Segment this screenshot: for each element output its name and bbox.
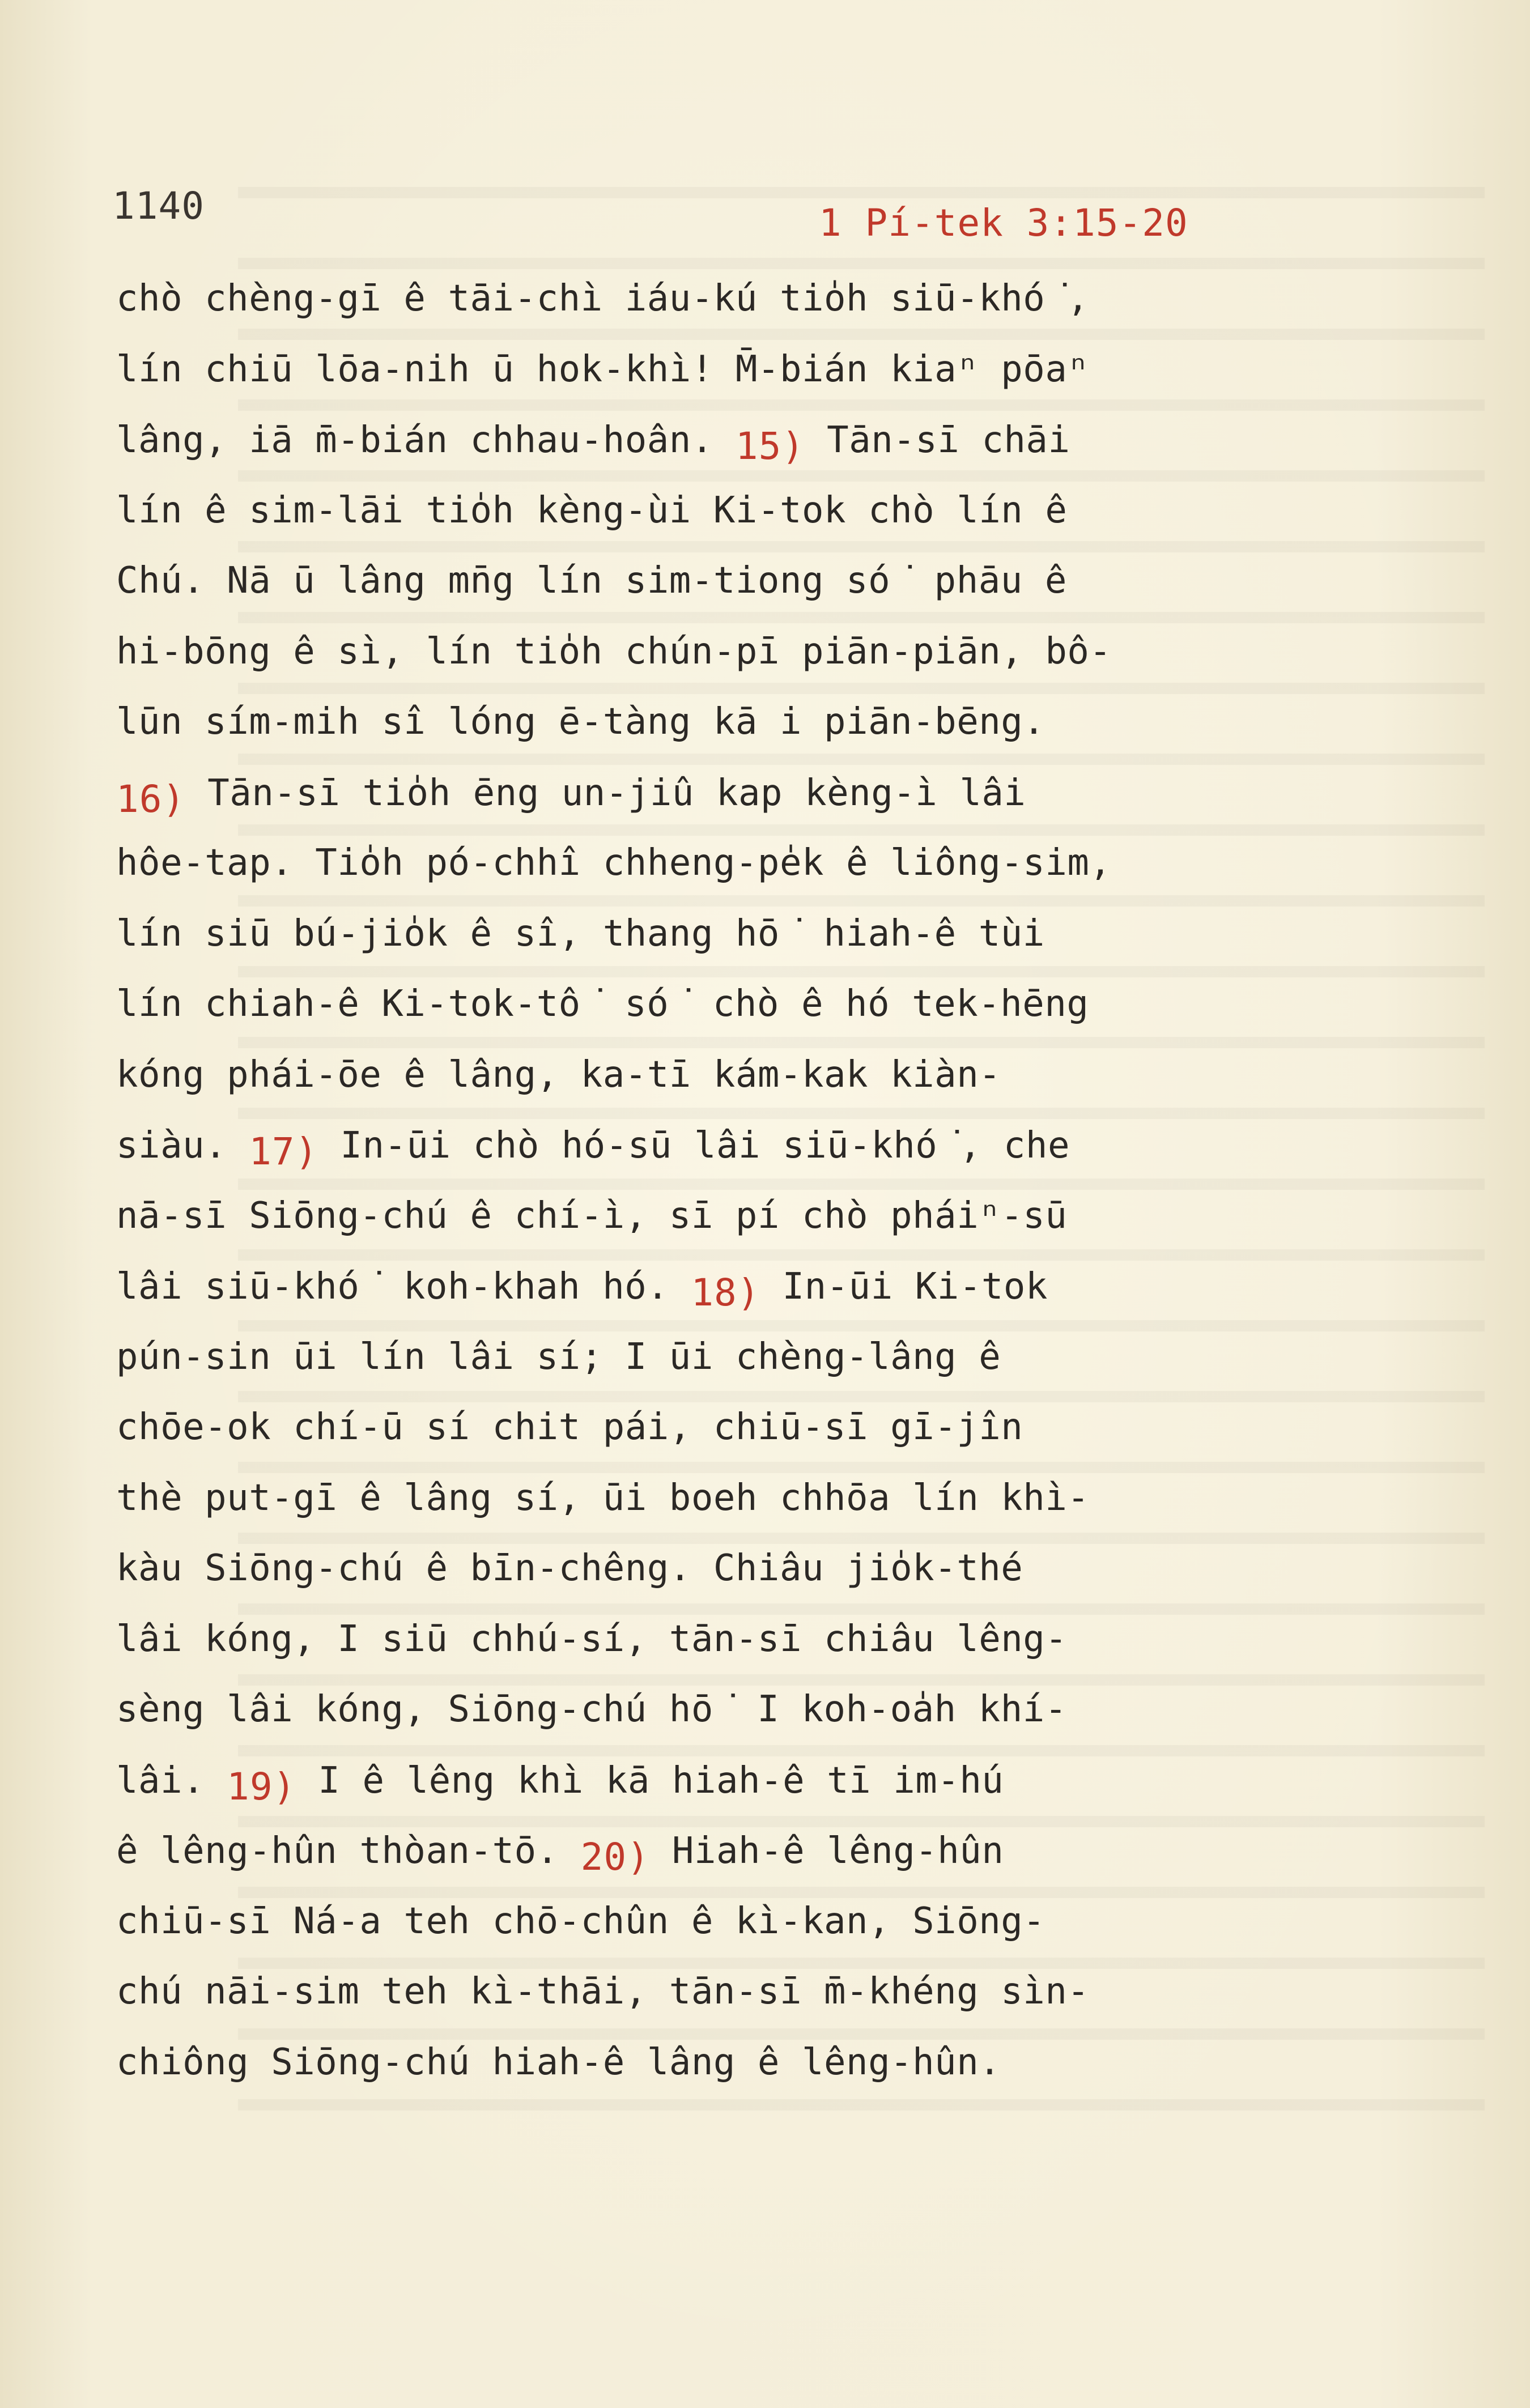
text-segment: In-ūi Ki-tok (760, 1266, 1048, 1308)
text-segment: chōe-ok chí-ū sí chit pái, chiū-sī gī-jîn (116, 1406, 1023, 1448)
text-line (116, 546, 1408, 616)
page-header (0, 184, 1530, 246)
verse-number: 15) (735, 424, 805, 468)
text-segment: I ê lêng khì kā hiah-ê tī im-hú (296, 1759, 1004, 1802)
text-line (116, 1886, 1408, 1957)
text-segment: hi-bōng ê sì, lín tio̍h chún-pī piān-piān, bô- (116, 630, 1112, 673)
text-segment: lâi kóng, I siū chhú-sí, tān-sī chiâu lêng- (116, 1618, 1068, 1660)
text-line (116, 1392, 1408, 1463)
page-number: 1140 (112, 184, 205, 228)
text-segment: lín chiū lōa-nih ū hok-khì! M̄-bián kiaⁿ pōaⁿ (116, 348, 1090, 390)
text-segment: Tān-sī tio̍h ēng un-jiû kap kèng-ì lâi (185, 772, 1026, 814)
text-line (116, 1040, 1408, 1111)
text-line (116, 1604, 1408, 1675)
text-line (116, 758, 1408, 828)
text-segment: nā-sī Siōng-chú ê chí-ì, sī pí chò pháiⁿ-sū (116, 1194, 1068, 1237)
text-line (116, 969, 1408, 1040)
text-segment: Chú. Nā ū lâng mn̄g lín sim-tiong só͘ phāu ê (116, 560, 1067, 602)
text-line (116, 1533, 1408, 1604)
verse-number: 20) (580, 1835, 650, 1879)
text-line (116, 1251, 1408, 1322)
text-segment: chò chèng-gī ê tāi-chì iáu-kú tio̍h siū-khó͘, (116, 278, 1089, 320)
text-line (116, 1815, 1408, 1886)
text-line (116, 1322, 1408, 1393)
text-segment: lâi. (116, 1759, 227, 1802)
text-segment: chiū-sī Ná-a teh chō-chûn ê kì-kan, Siōng- (116, 1900, 1046, 1942)
verse-number: 18) (691, 1271, 760, 1314)
text-line (116, 1674, 1408, 1745)
text-segment: lín ê sim-lāi tio̍h kèng-ùi Ki-tok chò lín ê (116, 489, 1068, 531)
text-segment: hôe-tap. Tio̍h pó-chhî chheng-pe̍k ê liông-sim, (116, 842, 1112, 884)
text-segment: lâi siū-khó͘ koh-khah hó. (116, 1266, 691, 1308)
text-line (116, 405, 1408, 475)
text-segment: siàu. (116, 1125, 249, 1167)
text-line (116, 899, 1408, 969)
verse-number: 16) (116, 777, 186, 821)
verse-number: 17) (249, 1130, 318, 1173)
running-head-reference: 1 Pí-tek 3:15-20 (819, 201, 1188, 245)
text-line (116, 687, 1408, 758)
text-line (116, 334, 1408, 405)
text-segment: Tān-sī chāi (805, 419, 1070, 461)
text-segment: thè put-gī ê lâng sí, ūi boeh chhōa lín khì- (116, 1477, 1090, 1519)
text-segment: sèng lâi kóng, Siōng-chú hō͘ I koh-oa̍h khí- (116, 1688, 1067, 1730)
text-segment: lūn sím-mih sî lóng ē-tàng kā i piān-bēng. (116, 701, 1046, 743)
verse-number: 19) (227, 1764, 296, 1809)
text-segment: lâng, iā m̄-bián chhau-hoân. (116, 419, 736, 461)
text-line (116, 1181, 1408, 1252)
text-segment: ê lêng-hûn thòan-tō. (116, 1830, 581, 1872)
text-line (116, 1745, 1408, 1816)
text-segment: chiông Siōng-chú hiah-ê lâng ê lêng-hûn. (116, 2041, 1001, 2083)
text-segment: lín chiah-ê Ki-tok-tô͘ só͘ chò ê hó tek-hēng (116, 983, 1089, 1025)
text-line (116, 1463, 1408, 1534)
text-segment: Hiah-ê lêng-hûn (649, 1830, 1004, 1872)
text-segment: kàu Siōng-chú ê bīn-chêng. Chiâu jio̍k-thé (116, 1547, 1023, 1589)
text-line (116, 828, 1408, 899)
text-line (116, 263, 1408, 334)
text-segment: chú nāi-sim teh kì-thāi, tān-sī m̄-khéng sìn- (116, 1971, 1090, 2013)
text-segment: pún-sin ūi lín lâi sí; I ūi chèng-lâng ê (116, 1335, 1001, 1378)
text-line (116, 475, 1408, 546)
text-line (116, 2027, 1408, 2098)
scripture-text-block (116, 263, 1408, 2098)
text-segment: lín siū bú-jio̍k ê sî, thang hō͘ hiah-ê tùi (116, 912, 1045, 955)
text-segment: In-ūi chò hó-sū lâi siū-khó͘, che (318, 1125, 1070, 1167)
text-line (116, 616, 1408, 687)
text-line (116, 1110, 1408, 1181)
text-line (116, 1956, 1408, 2027)
text-segment: kóng phái-ōe ê lâng, ka-tī kám-kak kiàn- (116, 1053, 1001, 1096)
